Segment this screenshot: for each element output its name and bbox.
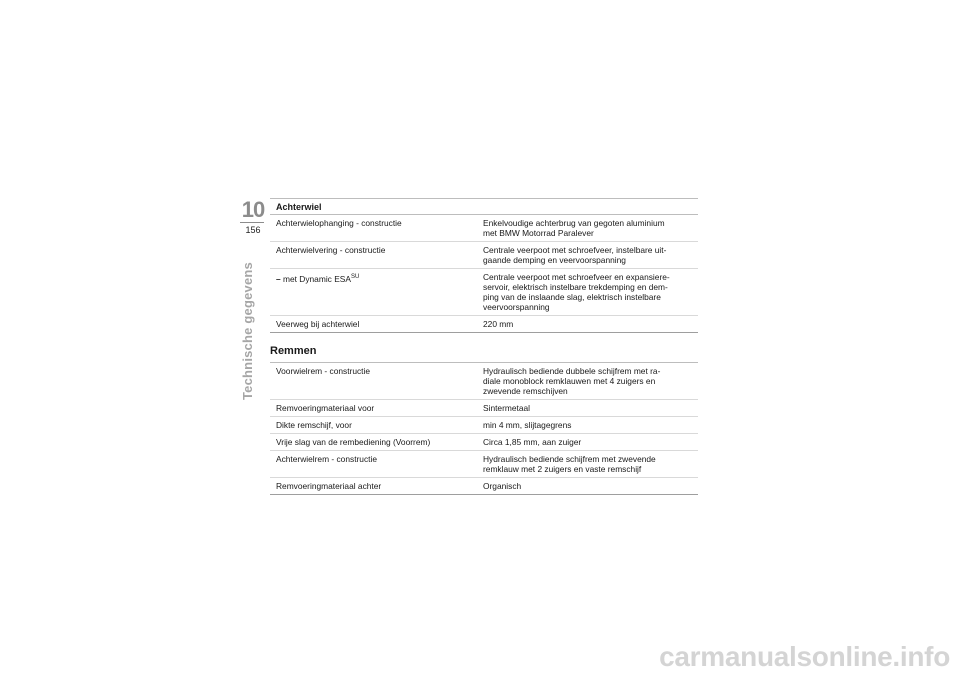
spec-label-text: Achterwielophanging - constructie	[276, 218, 402, 228]
table-row	[270, 215, 698, 242]
spec-value-line: diale monoblock remklauwen met 4 zuigers en	[483, 376, 656, 386]
spec-label	[270, 215, 478, 241]
spec-value	[478, 269, 698, 315]
spec-value	[478, 417, 698, 433]
section-heading-achterwiel: Achterwiel	[270, 198, 698, 215]
spec-value-line: gaande demping en veervoorspanning	[483, 255, 626, 265]
table-row	[270, 451, 698, 478]
spec-table-achterwiel	[270, 215, 698, 333]
spec-value	[478, 215, 698, 241]
spec-label-text: Vrije slag van de rembediening (Voorrem)	[276, 437, 431, 447]
option-code: SU	[350, 274, 360, 280]
spec-value-line: Sintermetaal	[483, 403, 531, 413]
spec-value-line: Centrale veerpoot met schroefveer, instelbare uit-	[483, 245, 667, 255]
spec-value-line: Hydraulisch bediende dubbele schijfrem met ra-	[483, 366, 661, 376]
chapter-divider	[240, 222, 264, 223]
spec-value-line: Hydraulisch bediende schijfrem met zwevende	[483, 454, 656, 464]
table-row	[270, 417, 698, 434]
spec-label	[270, 478, 478, 494]
spec-label	[270, 269, 478, 315]
spec-value-line: ping van de inslaande slag, elektrisch instelbare	[483, 292, 661, 302]
spec-value	[478, 316, 698, 332]
spec-value	[478, 434, 698, 450]
spec-value-line: remklauw met 2 zuigers en vaste remschijf	[483, 464, 642, 474]
spec-label-text: met Dynamic ESA	[283, 273, 351, 284]
spec-value-line: servoir, elektrisch instelbare trekdemping en dem-	[483, 282, 668, 292]
spec-value	[478, 451, 698, 477]
spec-label	[270, 242, 478, 268]
table-row	[270, 434, 698, 451]
spec-value-line: 220 mm	[483, 319, 514, 329]
spec-label	[270, 316, 478, 332]
spec-value	[478, 478, 698, 494]
spec-label-text: Voorwielrem - constructie	[276, 366, 371, 376]
spec-content	[270, 198, 698, 495]
spec-value-line: Enkelvoudige achterbrug van gegoten aluminium	[483, 218, 665, 228]
section-heading-remmen: Remmen	[270, 345, 698, 363]
spec-label	[270, 434, 478, 450]
spec-value-line: zwevende remschijven	[483, 386, 568, 396]
spec-label	[270, 363, 478, 399]
spec-label-text: Remvoeringmateriaal achter	[276, 481, 382, 491]
spec-value	[478, 242, 698, 268]
spec-value-line: met BMW Motorrad Paralever	[483, 228, 594, 238]
spec-value	[478, 363, 698, 399]
spec-label-text: Remvoeringmateriaal voor	[276, 403, 375, 413]
spec-value-line: Organisch	[483, 481, 522, 491]
table-row	[270, 316, 698, 333]
table-row	[270, 363, 698, 400]
watermark-text: carmanualsonline.info	[659, 641, 950, 672]
spec-label-text: Dikte remschijf, voor	[276, 420, 352, 430]
table-row	[270, 400, 698, 417]
spec-value	[478, 400, 698, 416]
spec-value-line: Circa 1,85 mm, aan zuiger	[483, 437, 582, 447]
spec-table-remmen	[270, 363, 698, 495]
table-row	[270, 478, 698, 495]
page-number: 156	[245, 225, 261, 235]
table-row	[270, 269, 698, 316]
spec-value-line: veervoorspanning	[483, 302, 550, 312]
spec-label-text: Veerweg bij achterwiel	[276, 319, 360, 329]
chapter-number: 10	[241, 197, 265, 222]
spec-label-text: Achterwielrem - constructie	[276, 454, 377, 464]
table-row	[270, 242, 698, 269]
spec-label	[270, 417, 478, 433]
spec-label	[270, 451, 478, 477]
spec-label-text: Achterwielvering - constructie	[276, 245, 386, 255]
spec-value-line: Centrale veerpoot met schroefveer en expansiere-	[483, 272, 670, 282]
chapter-title: Technische gegevens	[240, 262, 255, 400]
spec-value-line: min 4 mm, slijtagegrens	[483, 420, 572, 430]
list-dash: –	[276, 273, 283, 284]
spec-label	[270, 400, 478, 416]
